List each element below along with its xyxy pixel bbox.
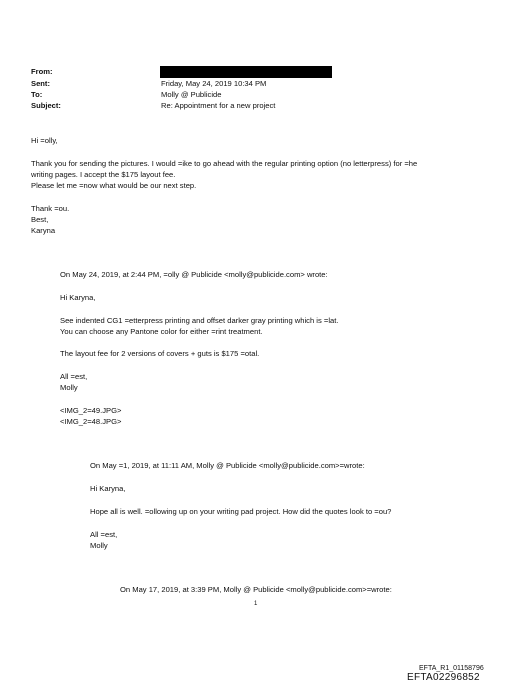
message1-body-line: Please let me =now what would be our next step. <box>31 181 197 190</box>
message2-body-line: See indented CG1 =etterpress printing and offset darker gray printing which is =lat. <box>60 316 339 325</box>
bates-number-secondary: EFTA02296852 <box>407 672 480 683</box>
subject-value: Re: Appointment for a new project <box>161 101 276 110</box>
message3-attribution: On May =1, 2019, at 11:11 AM, Molly @ Publicide <molly@publicide.com>=wrote: <box>90 461 365 470</box>
message1-signoff: Best, <box>31 215 49 224</box>
message2-body-line: You can choose any Pantone color for either =rint treatment. <box>60 327 263 336</box>
to-label: To: <box>31 90 43 99</box>
message3-greeting: Hi Karyna, <box>90 484 126 493</box>
page-number: 1 <box>254 601 258 607</box>
from-label: From: <box>31 67 53 76</box>
message2-body-line: The layout fee for 2 versions of covers + guts is $175 =otal. <box>60 349 260 358</box>
message2-greeting: Hi Karyna, <box>60 293 96 302</box>
message3-signature: Molly <box>90 541 108 550</box>
attachment-link[interactable]: <IMG_2=48.JPG> <box>60 417 122 426</box>
message1-body-line: writing pages. I accept the $175 layout fee. <box>31 170 176 179</box>
message3-signoff: All =est, <box>90 530 118 539</box>
message1-signature: Karyna <box>31 226 56 235</box>
attachment-link[interactable]: <IMG_2=49.JPG> <box>60 406 122 415</box>
message2-signoff: All =est, <box>60 372 88 381</box>
message1-signoff: Thank =ou. <box>31 204 70 213</box>
sent-value: Friday, May 24, 2019 10:34 PM <box>161 79 267 88</box>
redaction-bar <box>160 66 332 78</box>
message1-body-line: Thank you for sending the pictures. I would =ike to go ahead with the regular printing option (no letterpress) for =he <box>31 159 418 168</box>
bates-number-primary: EFTA_R1_01158796 <box>419 665 484 672</box>
subject-label: Subject: <box>31 101 61 110</box>
message4-attribution: On May 17, 2019, at 3:39 PM, Molly @ Publicide <molly@publicide.com>=wrote: <box>120 585 392 594</box>
sent-label: Sent: <box>31 79 50 88</box>
to-value: Molly @ Publicide <box>161 90 222 99</box>
message3-body-line: Hope all is well. =ollowing up on your writing pad project. How did the quotes look to =ou? <box>90 507 392 516</box>
message2-attribution: On May 24, 2019, at 2:44 PM, =olly @ Publicide <molly@publicide.com> wrote: <box>60 270 328 279</box>
message1-greeting: Hi =olly, <box>31 136 58 145</box>
message2-signature: Molly <box>60 383 78 392</box>
